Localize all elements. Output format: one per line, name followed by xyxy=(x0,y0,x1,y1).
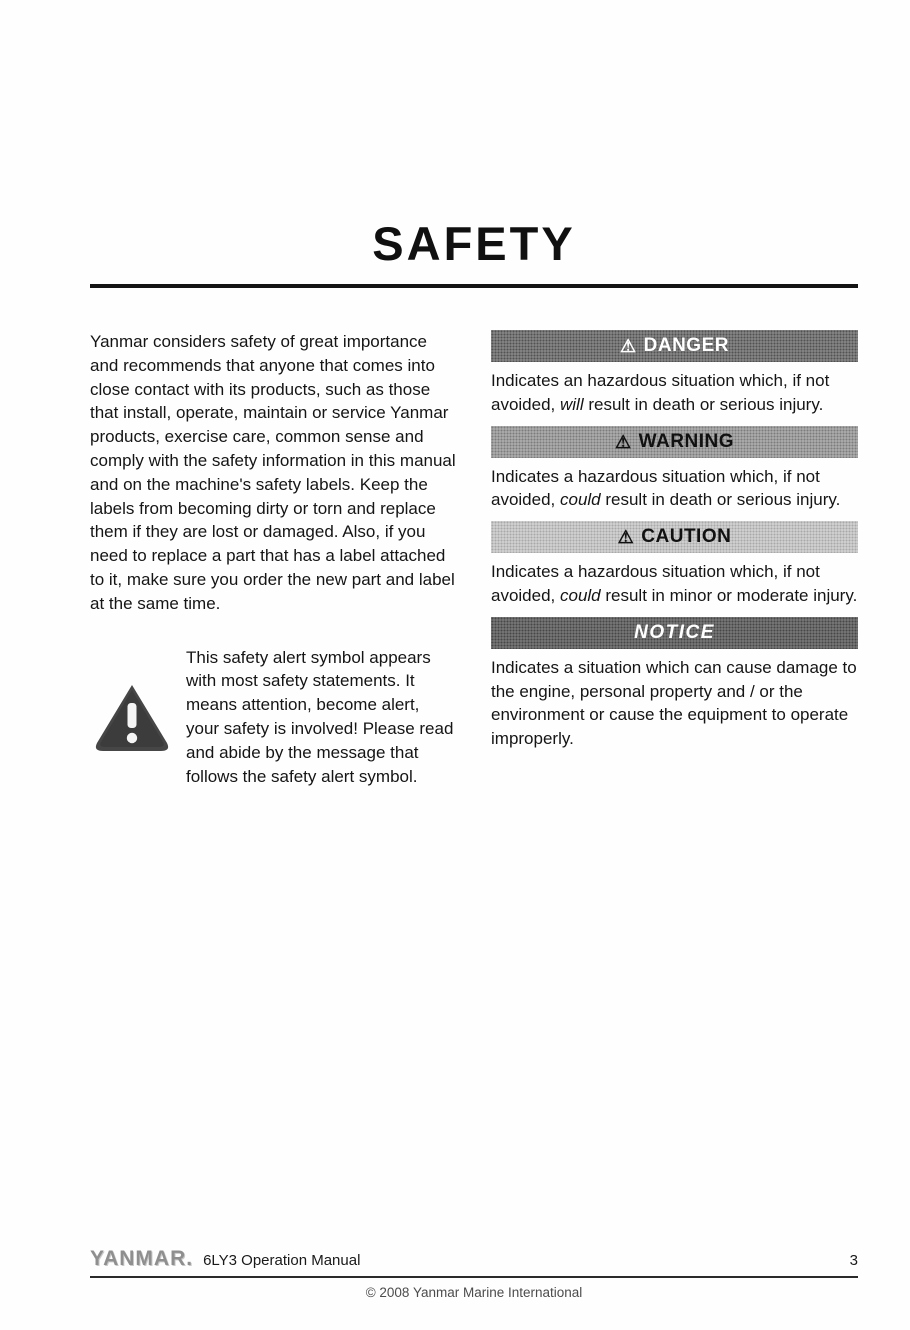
caution-text-post: result in minor or moderate injury. xyxy=(600,585,858,605)
warning-text-pre: Indicates a hazardous situation which, if not avoided, xyxy=(491,466,820,510)
caution-header-bar xyxy=(491,521,858,553)
page-content xyxy=(90,0,858,788)
copyright-line: © 2008 Yanmar Marine International xyxy=(365,1285,583,1300)
safety-alert-icon xyxy=(90,681,173,752)
caution-description xyxy=(491,560,858,608)
notice-header-bar xyxy=(491,617,858,649)
warning-description xyxy=(491,465,858,513)
footer-row xyxy=(90,1247,858,1278)
danger-label: DANGER xyxy=(643,335,729,356)
danger-text-emphasis: will xyxy=(560,394,584,414)
signal-section-notice xyxy=(491,617,858,751)
safety-alert-text: This safety alert symbol appears with most safety statements. It means attention, become alert, your safety is involved! Please read and abide by the message that follows the safety alert symbol. xyxy=(186,647,454,786)
title-rule xyxy=(90,284,858,288)
caution-text-pre: Indicates a hazardous situation which, if not avoided, xyxy=(491,562,820,605)
right-column xyxy=(491,330,858,788)
left-column xyxy=(90,330,457,788)
warning-triangle-icon: ⚠ xyxy=(620,336,637,356)
safety-alert-note xyxy=(90,646,457,789)
two-column-layout xyxy=(90,330,858,788)
warning-header-bar xyxy=(491,426,858,458)
danger-text-post: result in death or serious injury. xyxy=(583,394,824,414)
yanmar-logo: YANMAR. xyxy=(90,1247,194,1270)
intro-paragraph: Yanmar considers safety of great importance and recommends that anyone that comes into close contact with its products, such as those that install, operate, maintain or service Yanmar products, exercise care, common sense and comply with the safety information in this manual and on the machine's safety labels. Keep the labels from becoming dirty or torn and replace them if they are lost or damaged. Also, if you need to replace a part that has a label attached to it, make sure you order the new part and label at the same time. xyxy=(90,332,456,613)
danger-description xyxy=(491,369,858,417)
danger-header-bar xyxy=(491,330,858,362)
warning-text-emphasis: could xyxy=(560,490,601,510)
page-number: 3 xyxy=(849,1252,858,1269)
warning-text-post: result in death or serious injury. xyxy=(600,490,841,510)
manual-title: 6LY3 Operation Manual xyxy=(203,1252,361,1269)
warning-triangle-icon: ⚠ xyxy=(615,431,632,452)
signal-section-caution xyxy=(491,521,858,608)
page-title: SAFETY xyxy=(372,217,576,270)
warning-triangle-icon: ⚠ xyxy=(617,527,635,548)
notice-text-pre: Indicates a situation which can cause damage to the engine, personal property and / or the environment or cause the equipment to operate improperly. xyxy=(491,657,857,749)
signal-section-warning xyxy=(491,426,858,513)
page-footer xyxy=(90,1247,858,1300)
caution-text-emphasis: could xyxy=(560,585,601,605)
caution-label: CAUTION xyxy=(641,526,732,548)
danger-text-pre: Indicates an hazardous situation which, if not avoided, xyxy=(491,371,830,414)
notice-description xyxy=(491,656,858,751)
signal-section-danger xyxy=(491,330,858,417)
notice-label: NOTICE xyxy=(634,621,715,643)
warning-label: WARNING xyxy=(638,430,734,452)
